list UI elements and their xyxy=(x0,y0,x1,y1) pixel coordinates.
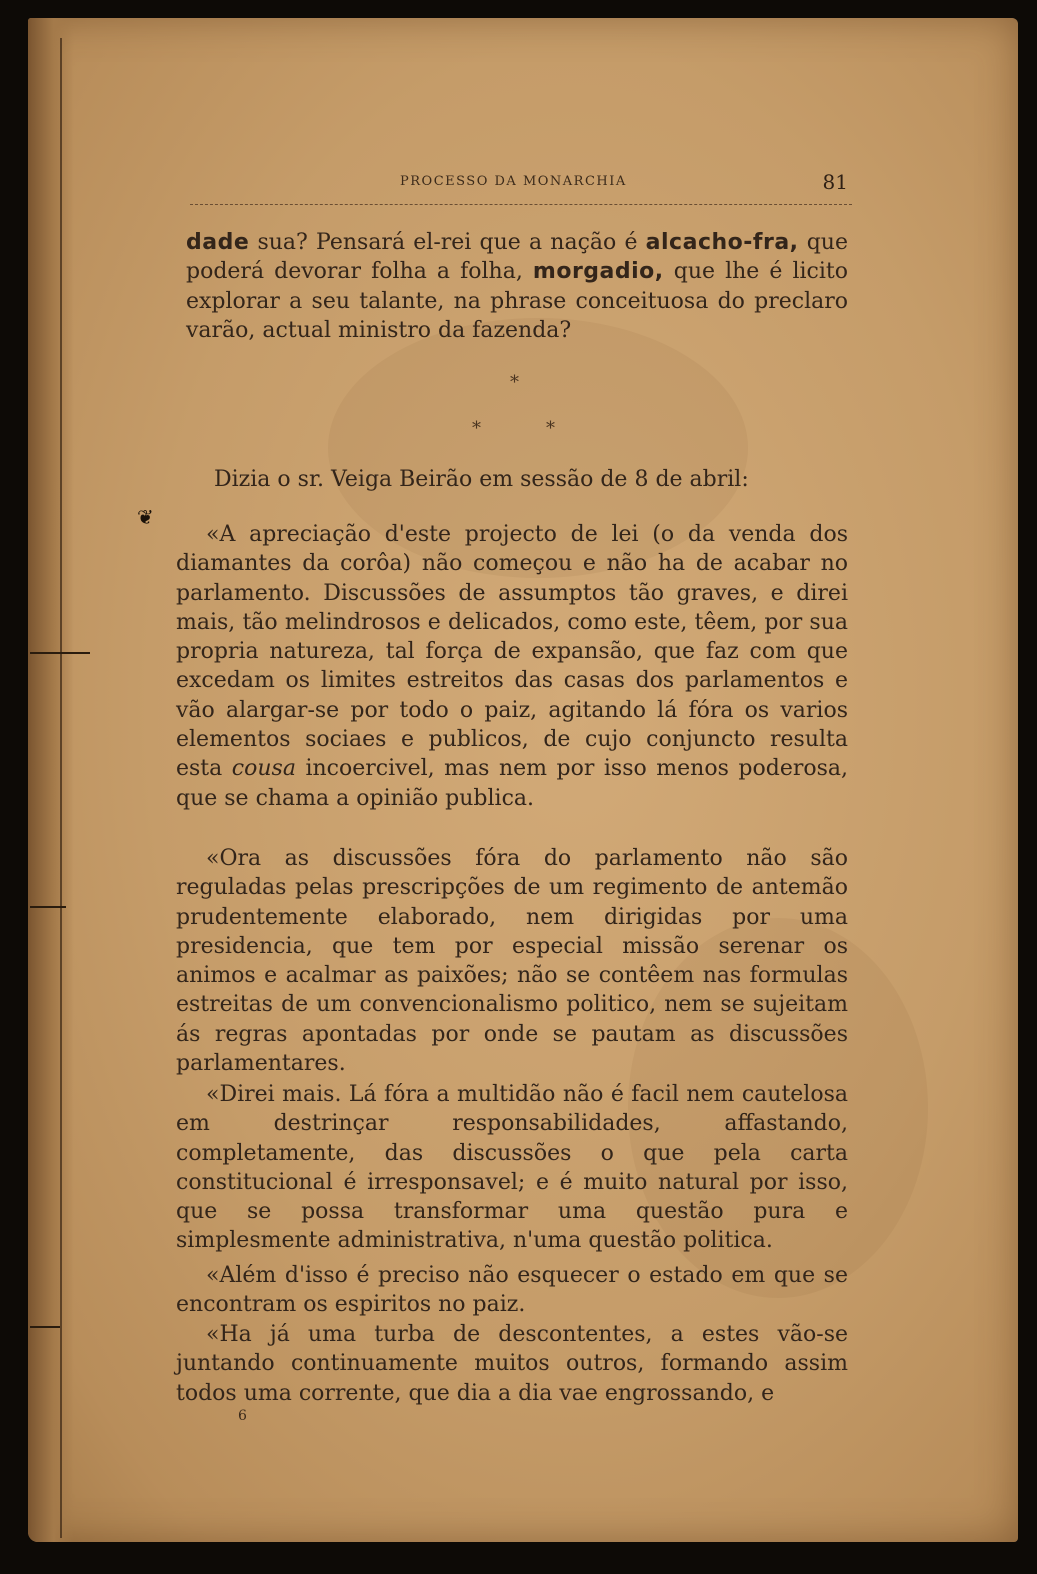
text-run: «A apreciação d'este projecto de lei (o da venda dos diamantes da corôa) não começou e não ha de acabar no parlamento. Discussões de assumptos tão graves, e direi mais, tão melindrosos e delicados, como este, têem, por sua propria natureza, tal força de expansão, que faz com que excedam os limites estreitos das casas dos parlamentos e vão alargar-se por todo o paiz, agitando lá fóra os varios elementos sociaes e publicos, de cujo conjuncto resulta esta xyxy=(176,522,848,782)
running-header xyxy=(190,172,852,198)
page-gutter xyxy=(28,18,74,1542)
quote-paragraph: «Direi mais. Lá fóra a multidão não é facil nem cautelosa em destrinçar responsabilidades, affastando, completamente, das discussões o que pela carta constitucional é irresponsavel; e é muito natural por isso, que se possa transformar uma questão pura e simplesmente administrativa, n'uma questão politica. xyxy=(176,1082,848,1254)
text-run: sua? Pensará el-rei que a nação é xyxy=(249,230,646,255)
bold-word: alcacho-fra, xyxy=(645,230,799,255)
quote-paragraph: «Ha já uma turba de descontentes, a estes vão-se juntando continuamente muitos outros, formando assim todos uma corrente, que dia a dia vae engrossando, e xyxy=(176,1322,848,1406)
intro-line: Dizia o sr. Veiga Beirão em sessão de 8 de abril: xyxy=(214,467,749,492)
italic-word: cousa xyxy=(231,756,296,782)
page-number: 81 xyxy=(822,170,848,194)
bold-word: morgadio, xyxy=(532,259,664,285)
margin-mark: ❦ xyxy=(137,505,154,529)
signature-mark: 6 xyxy=(238,1408,247,1424)
text-run: que lhe é licito explorar a seu talante, na phrase conceituosa do preclaro varão, actual ministro da fazenda? xyxy=(186,259,848,343)
text-run: incoercivel, mas nem por isso menos poderosa, que se chama a opinião publica. xyxy=(176,756,848,811)
spine-line xyxy=(60,38,62,1538)
asterism-star: * xyxy=(472,418,481,439)
quote-paragraph xyxy=(176,520,848,813)
bold-word: dade xyxy=(186,230,250,255)
text-run: que poderá devorar folha a folha, xyxy=(186,230,848,285)
quote-paragraph: «Além d'isso é preciso não esquecer o estado em que se encontram os espiritos no paiz. xyxy=(176,1263,848,1318)
edge-mark xyxy=(30,652,90,654)
header-rule xyxy=(190,204,852,205)
edge-mark xyxy=(30,1326,60,1328)
quote-paragraph: «Ora as discussões fóra do parlamento não são reguladas pelas prescripções de um regimento de antemão prudentemente elaborado, nem dirigidas por uma presidencia, que tem por especial missão serenar os animos e acalmar as paixões; não se contêem nas formulas estreitas de um convencionalismo politico, nem se sujeitam ás regras apontadas por onde se pautam as discussões parlamentares. xyxy=(176,846,848,1077)
asterism-star: * xyxy=(546,418,555,439)
edge-mark xyxy=(30,906,66,908)
asterism-star: * xyxy=(510,372,519,393)
paragraph-continuation xyxy=(186,228,848,345)
running-title: PROCESSO DA MONARCHIA xyxy=(400,174,627,189)
